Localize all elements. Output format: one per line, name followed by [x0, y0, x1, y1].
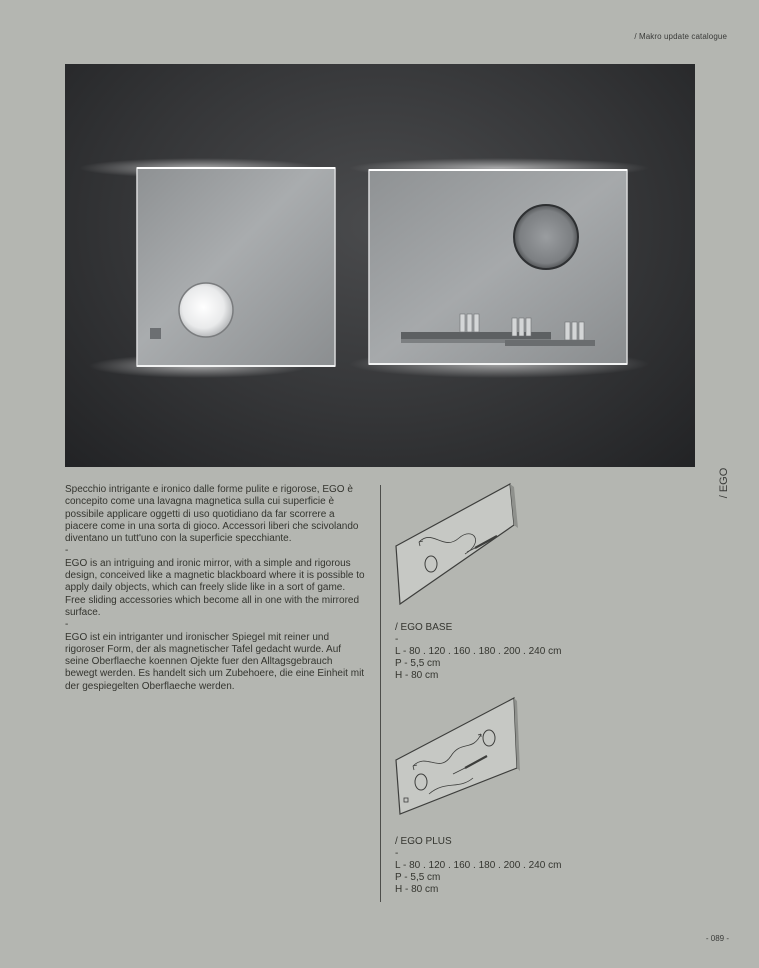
description-separator: - [65, 619, 69, 631]
ego-mirrors-illustration [65, 64, 695, 467]
description-english: EGO is an intriguing and ironic mirror, with a simple and rigorous design, conceived like a magnetic blackboard where it is possible to apply daily objects, which can freely slide like in a sort of game. Free sliding accessories which become all in one with the mirrored surface. [65, 557, 365, 618]
spec-depth: P - 5,5 cm [395, 658, 441, 669]
ego-base-diagram [393, 480, 518, 610]
spec-length: L - 80 . 120 . 160 . 180 . 200 . 240 cm [395, 646, 562, 657]
description-german: EGO ist ein intriganter und ironischer Spiegel mit reiner und rigoroser Form, der als magnetischer Tafel gedacht wurde. Auf seine Oberflaeche koennen Ojekte fuer den Alltagsgebrauch bewegt werden. Es handelt sich um Zubehoere, die eine Einheit mit der gespiegelten Oberflaeche werden. [65, 631, 365, 692]
spec-height: H - 80 cm [395, 670, 439, 681]
description-separator: - [65, 545, 69, 557]
catalogue-header: / Makro update catalogue [634, 32, 727, 41]
variant-title: / EGO BASE [395, 622, 453, 633]
ego-base-specs [395, 622, 561, 682]
description-italian: Specchio intrigante e ironico dalle forme pulite e rigorose, EGO è concepito come una lavagna magnetica sulla cui superficie è possibile applicare oggetti di uso quotidiano da far scorrere a piacere come in una sorta di gioco. Accessori liberi che scivolando diventano un tutt'uno con la superficie specchiante. [65, 484, 359, 545]
spec-height: H - 80 cm [395, 884, 439, 895]
ego-plus-specs [395, 836, 561, 896]
ego-plus-diagram [393, 694, 523, 820]
spec-length: L - 80 . 120 . 160 . 180 . 200 . 240 cm [395, 860, 562, 871]
spec-depth: P - 5,5 cm [395, 872, 441, 883]
variant-title: / EGO PLUS [395, 836, 452, 847]
product-photo [65, 64, 695, 467]
column-divider [380, 485, 381, 902]
spec-dash: - [395, 634, 399, 645]
product-description [65, 484, 367, 693]
spec-dash: - [395, 848, 399, 859]
product-side-label: / EGO [718, 467, 730, 499]
page-number: - 089 - [705, 934, 729, 943]
